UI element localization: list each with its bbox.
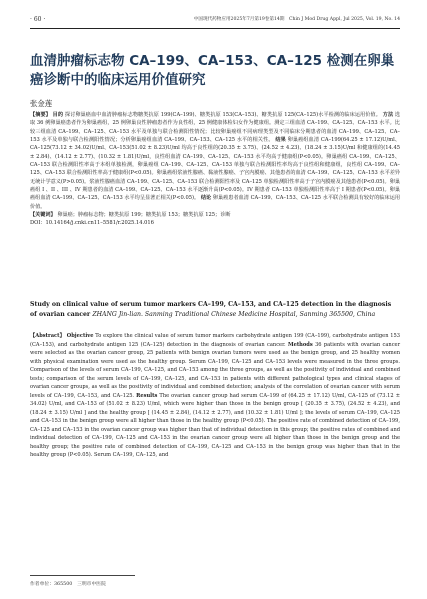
english-title: Study on clinical value of serum tumor markers CA–199, CA–153, and CA–125 detection in the diagnosis of ovarian cancer <box>30 301 392 318</box>
results-text: 卵巢癌组血清 CA–199(64.25 ± 17.12)U/ml、CA–125(73.12 ± 34.02)U/ml、CA–153(51.02 ± 8.23)U/ml 均高于良性组的(20.35 ± 3.75)、(24.52 ± 4.23)、(18.24 ± 3.15)U/ml 和健康组的(14.45 ± 2.84)、(14.12 ± 2.77)、(10.32 ± 1.81)U/ml，良性组血清 CA–199、CA–125、CA–153 水平均高于健康组(P<0.05)。卵巢癌组 CA–199、CA–125、CA–153 联合检测阳性率高于本组单独检测，卵巢癌组 CA–199、CA–125、CA–153 单独与联合检测阳性率均高于良性组和健康组，良性组 CA–199、CA–125、CA–153 联合检测阳性率高于健康组(P<0.05)。卵巢癌组浆液性腺癌、黏液性腺癌、子宫内膜癌、其他患者的血清 CA–199、CA–125、CA–153 水平差异无统计学意义(P>0.05)。浆液性腺癌血清 CA–199、CA–125、CA–153 联合检测阳性率及 CA–125 单独检测阳性率高于子宫内膜癌及其他患者(P<0.05)。卵巢癌组 I 、II 、III 、IV 期患者的血清 CA–199、CA–125、CA–153 水平逐渐升高(P<0.05)。IV 期患者 CA–153 单独检测阳性率高于 I 期患者(P<0.05)。卵巢癌组血清 CA–199、CA–125、CA–153 水平均呈显著正相关(P<0.05)。 <box>30 137 400 202</box>
en-results-label: Results <box>136 392 158 399</box>
keywords-text: 卵巢癌；肿瘤标志物；糖类抗原 199；糖类抗原 153；糖类抗原 125；诊断 <box>57 212 231 219</box>
abstract-label: 【摘要】 <box>30 112 51 118</box>
author-name: 张金莲 <box>30 99 53 108</box>
english-title-block <box>30 300 400 319</box>
en-methods-label: Methods <box>287 341 313 348</box>
en-methods-text: 36 patients with ovarian cancer were selected as the ovarian cancer group, 25 patients with benign ovarian tumors were used as the benign group, and 25 healthy women with physical examination were used as the healthy group. Serum CA–199, CA–125 and CA–153 levels were measured in the three groups. Comparison of the levels of serum CA–199, CA–125, and CA–153 among the three groups, as well as the positivity of individual and combined tests; comparison of the serum levels of CA–199, CA–125, and CA–153 in patients with different pathological types and clinical stages of ovarian cancer groups, as well as the positivity of individual and combined detection; analysis of the correlation of ovarian cancer with serum levels of CA–199, CA–153, and CA–125. <box>30 341 401 399</box>
conclusion-label: 结论 <box>200 195 212 202</box>
footnote-rule <box>30 575 135 576</box>
running-header <box>30 15 400 25</box>
keywords-paragraph <box>30 211 400 219</box>
methods-label: 方法 <box>382 112 394 118</box>
abstract-paragraph <box>30 111 400 211</box>
english-author: ZHANG Jin-lian. Sanming Traditional Chinese Medicine Hospital, Sanming 365500, China <box>92 310 376 318</box>
results-label: 结果 <box>275 137 286 144</box>
doi-line: DOI：10.14164/j.cnki.cn11–5581/r.2025.14.016 <box>30 220 154 227</box>
objective-label: 目的 <box>52 112 64 118</box>
en-abstract-label: 【Abstract】 <box>30 333 65 339</box>
conclusion-text: 卵巢癌患者血清 CA–199、CA–153、CA–125 水平联合检测具有较好的临床运用价值。 <box>30 195 401 210</box>
methods-text: 选取 36 例卵巢癌患者作为卵巢癌组，25 例卵巢良性肿瘤患者作为良性组，25 例健康体检妇女作为健康组。测定三组血清 CA–199、CA–125、CA–153 水平。比较三组血清 CA–199、CA–125、CA–153 水平及单独与联合检测阳性情况；比较卵巢癌组不同病理类型及不同临床分期患者的血清 CA–199、CA–125、CA–153 水平及单独与联合检测阳性情况；分析卵巢癌组血清 CA–199、CA–153、CA–125 水平的相关性。 <box>30 112 401 144</box>
en-results-text: The ovarian cancer group had serum CA–199 of (64.25 ± 17.12) U/ml, CA–125 of (73.12 ± 34.02) U/ml, and CA–153 of (51.02 ± 8.23) U/ml, which were higher than those in the benign group [ (20.35 ± 3.75), (24.52 ± 4.23), and (18.24 ± 3.15) U/ml ] and the healthy group [ (14.45 ± 2.84), (14.12 ± 2.77), and (10.32 ± 1.81) U/ml ]; the levels of serum CA–199, CA–125 and CA–153 in the benign group were all higher than those in the healthy group (P<0.05). The positive rate of combined detection of CA–199, CA–125 and CA–153 in the ovarian cancer group was higher than that of individual detection in this group; the positive rates of combined and individual detection of CA–199, CA–125 and CA–153 in the ovarian cancer group were all higher than those in the benign group and the healthy group; the positive rate of combined detection of CA–199, CA–125 and CA–153 in the benign group was higher than that in the healthy group (P<0.05). Serum CA–199, CA–125, and <box>30 392 400 458</box>
english-abstract-paragraph <box>30 332 400 460</box>
keywords-label: 【关键词】 <box>30 212 56 219</box>
objective-text: 探讨卵巢癌血中血清肿瘤标志物糖类抗原 199(CA–199)、糖类抗原 153(CA–153)、糖类抗原 125(CA–125)水平检测的临床运用价值。 <box>64 112 381 118</box>
journal-citation: 中国现代药物应用2025年7月第19卷第14期 Chin J Mod Drug Appl, Jul 2025, Vol. 19, No. 14 <box>193 17 400 22</box>
en-objective-text: To explore the clinical value of serum tumor markers carbohydrate antigen 199 (CA–199), carbohydrate antigen 153 (CA–153), and carbohydrate antigen 125 (CA–125) detection in the diagnosis of ovarian cancer. <box>30 333 401 348</box>
chinese-abstract <box>30 111 400 228</box>
en-objective-label: Objective <box>66 333 94 339</box>
header-rule <box>30 28 400 29</box>
article-title: 血清肿瘤标志物 CA–199、CA–153、CA–125 检测在卵巢癌诊断中的临床运用价值研究 <box>30 53 395 88</box>
page-number: · 60 · <box>30 16 46 23</box>
english-abstract <box>30 332 400 460</box>
author-affiliation-footnote: 作者单位：365500 三明市中医院 <box>30 582 106 587</box>
